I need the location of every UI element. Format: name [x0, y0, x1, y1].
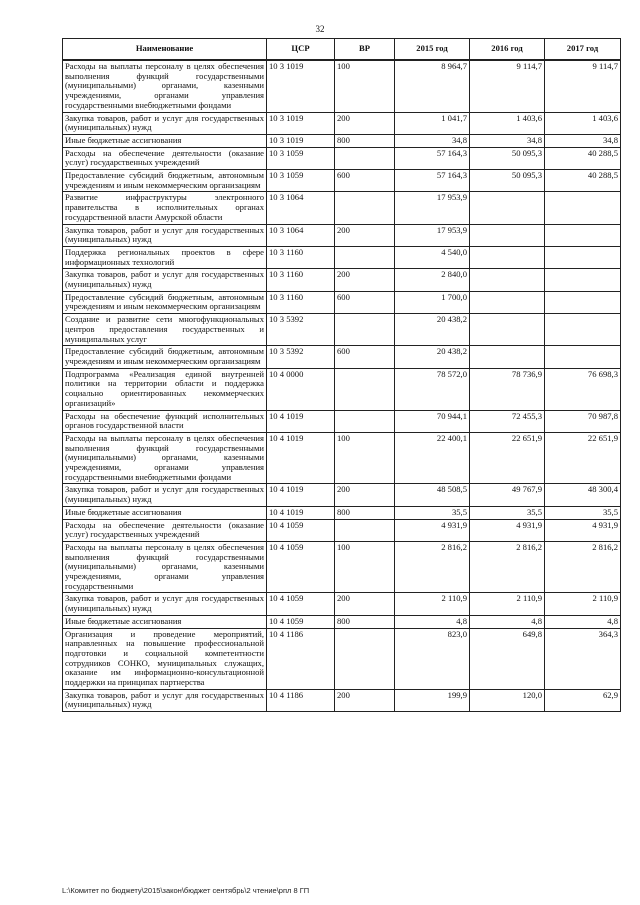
cell-vr: 600 — [335, 346, 395, 368]
cell-y2017: 70 987,8 — [545, 410, 621, 432]
cell-vr: 800 — [335, 615, 395, 628]
cell-y2016 — [470, 192, 545, 224]
cell-name: Закупка товаров, работ и услуг для государственных (муниципальных) нужд — [63, 224, 267, 246]
cell-csr: 10 4 1059 — [267, 593, 335, 615]
cell-name: Расходы на обеспечение функций исполнительных органов государственной власти — [63, 410, 267, 432]
table-row — [63, 628, 621, 689]
cell-name: Иные бюджетные ассигнования — [63, 506, 267, 519]
cell-y2016: 50 095,3 — [470, 170, 545, 192]
table-row — [63, 60, 621, 112]
footer-file-path: L:\Комитет по бюджету\2015\закон\бюджет сентябрь\2 чтение\рпл 8 ГП — [62, 886, 310, 895]
cell-y2016: 2 110,9 — [470, 593, 545, 615]
budget-table — [62, 38, 621, 712]
cell-vr: 800 — [335, 506, 395, 519]
cell-vr — [335, 628, 395, 689]
table-header-row — [63, 39, 621, 61]
table-row — [63, 291, 621, 313]
cell-name: Предоставление субсидий бюджетным, автономным учреждениям и иным некоммерческим организациям — [63, 346, 267, 368]
cell-name: Расходы на выплаты персоналу в целях обеспечения выполнения функций государственными (муниципальными) органами, казенными учреждениями, органами управления государственными — [63, 541, 267, 593]
cell-y2015: 78 572,0 — [395, 368, 470, 410]
cell-y2016: 34,8 — [470, 134, 545, 147]
cell-y2015: 48 508,5 — [395, 484, 470, 506]
cell-csr: 10 3 1059 — [267, 170, 335, 192]
cell-csr: 10 4 1059 — [267, 541, 335, 593]
cell-y2017 — [545, 314, 621, 346]
header-vr: ВР — [335, 39, 395, 61]
cell-vr: 200 — [335, 112, 395, 134]
cell-y2017: 9 114,7 — [545, 60, 621, 112]
cell-vr — [335, 368, 395, 410]
cell-y2015: 4 931,9 — [395, 519, 470, 541]
cell-name: Поддержка региональных проектов в сфере информационных технологий — [63, 246, 267, 268]
table-row — [63, 541, 621, 593]
cell-y2016: 4 931,9 — [470, 519, 545, 541]
cell-csr: 10 3 1059 — [267, 147, 335, 169]
cell-y2016: 72 455,3 — [470, 410, 545, 432]
cell-vr: 200 — [335, 484, 395, 506]
cell-csr: 10 4 1019 — [267, 506, 335, 519]
header-2017: 2017 год — [545, 39, 621, 61]
cell-csr: 10 3 1064 — [267, 224, 335, 246]
cell-y2017 — [545, 346, 621, 368]
cell-y2016 — [470, 346, 545, 368]
cell-y2017 — [545, 246, 621, 268]
cell-y2017: 40 288,5 — [545, 170, 621, 192]
cell-y2015: 4,8 — [395, 615, 470, 628]
cell-y2016: 649,8 — [470, 628, 545, 689]
cell-y2017: 48 300,4 — [545, 484, 621, 506]
cell-csr: 10 3 1019 — [267, 134, 335, 147]
table-row — [63, 432, 621, 484]
cell-csr: 10 3 5392 — [267, 346, 335, 368]
cell-y2017 — [545, 192, 621, 224]
cell-y2017: 35,5 — [545, 506, 621, 519]
page-number: 32 — [315, 24, 325, 34]
cell-y2015: 199,9 — [395, 689, 470, 711]
cell-y2017 — [545, 224, 621, 246]
cell-y2016: 2 816,2 — [470, 541, 545, 593]
header-csr: ЦСР — [267, 39, 335, 61]
table-row — [63, 224, 621, 246]
cell-y2017: 40 288,5 — [545, 147, 621, 169]
cell-csr: 10 4 1186 — [267, 628, 335, 689]
cell-name: Закупка товаров, работ и услуг для государственных (муниципальных) нужд — [63, 112, 267, 134]
cell-csr: 10 4 1059 — [267, 519, 335, 541]
cell-y2017: 22 651,9 — [545, 432, 621, 484]
cell-y2016 — [470, 224, 545, 246]
cell-name: Расходы на выплаты персоналу в целях обеспечения выполнения функций государственными (муниципальными) органами, казенными учреждениями, органами управления государственными внебюджетными фондами — [63, 60, 267, 112]
cell-y2016: 78 736,9 — [470, 368, 545, 410]
cell-csr: 10 3 1160 — [267, 246, 335, 268]
cell-y2016 — [470, 291, 545, 313]
cell-y2015: 57 164,3 — [395, 147, 470, 169]
cell-vr: 100 — [335, 60, 395, 112]
cell-name: Расходы на обеспечение деятельности (оказание услуг) государственных учреждений — [63, 519, 267, 541]
cell-name: Расходы на обеспечение деятельности (оказание услуг) государственных учреждений — [63, 147, 267, 169]
table-row — [63, 593, 621, 615]
cell-y2015: 17 953,9 — [395, 192, 470, 224]
cell-y2015: 2 110,9 — [395, 593, 470, 615]
cell-y2015: 4 540,0 — [395, 246, 470, 268]
header-2015: 2015 год — [395, 39, 470, 61]
cell-vr: 600 — [335, 291, 395, 313]
cell-y2015: 17 953,9 — [395, 224, 470, 246]
table-row — [63, 192, 621, 224]
table-row — [63, 246, 621, 268]
cell-y2016 — [470, 314, 545, 346]
cell-y2015: 2 816,2 — [395, 541, 470, 593]
cell-y2017: 4,8 — [545, 615, 621, 628]
cell-name: Предоставление субсидий бюджетным, автономным учреждениям и иным некоммерческим организациям — [63, 170, 267, 192]
cell-name: Подпрограмма «Реализация единой внутренней политики на территории области и поддержка социально ориентированных некоммерческих организаций» — [63, 368, 267, 410]
cell-vr — [335, 147, 395, 169]
cell-y2015: 70 944,1 — [395, 410, 470, 432]
cell-y2017: 364,3 — [545, 628, 621, 689]
cell-y2015: 35,5 — [395, 506, 470, 519]
cell-name: Создание и развитие сети многофункциональных центров предоставления государственных и муниципальных услуг — [63, 314, 267, 346]
cell-vr: 100 — [335, 432, 395, 484]
table-row — [63, 346, 621, 368]
table-row — [63, 689, 621, 711]
table-row — [63, 519, 621, 541]
cell-name: Развитие инфраструктуры электронного правительства в исполнительных органах государственной власти Амурской области — [63, 192, 267, 224]
cell-vr: 600 — [335, 170, 395, 192]
cell-name: Закупка товаров, работ и услуг для государственных (муниципальных) нужд — [63, 269, 267, 291]
cell-y2016 — [470, 246, 545, 268]
header-name: Наименование — [63, 39, 267, 61]
cell-csr: 10 3 1160 — [267, 269, 335, 291]
cell-y2015: 34,8 — [395, 134, 470, 147]
cell-y2015: 20 438,2 — [395, 314, 470, 346]
cell-y2017 — [545, 269, 621, 291]
cell-vr — [335, 519, 395, 541]
cell-name: Закупка товаров, работ и услуг для государственных (муниципальных) нужд — [63, 593, 267, 615]
table-row — [63, 506, 621, 519]
cell-vr: 200 — [335, 269, 395, 291]
cell-csr: 10 3 1064 — [267, 192, 335, 224]
cell-csr: 10 3 1019 — [267, 112, 335, 134]
cell-y2016 — [470, 269, 545, 291]
cell-vr — [335, 314, 395, 346]
cell-y2017: 4 931,9 — [545, 519, 621, 541]
cell-y2015: 1 700,0 — [395, 291, 470, 313]
table-row — [63, 170, 621, 192]
cell-y2016: 1 403,6 — [470, 112, 545, 134]
cell-name: Иные бюджетные ассигнования — [63, 134, 267, 147]
cell-y2015: 1 041,7 — [395, 112, 470, 134]
cell-y2015: 8 964,7 — [395, 60, 470, 112]
cell-name: Закупка товаров, работ и услуг для государственных (муниципальных) нужд — [63, 484, 267, 506]
cell-y2017 — [545, 291, 621, 313]
cell-vr: 800 — [335, 134, 395, 147]
cell-csr: 10 4 1019 — [267, 484, 335, 506]
cell-vr: 200 — [335, 593, 395, 615]
cell-y2017: 34,8 — [545, 134, 621, 147]
cell-vr: 200 — [335, 224, 395, 246]
table-row — [63, 112, 621, 134]
cell-name: Расходы на выплаты персоналу в целях обеспечения выполнения функций государственными (муниципальными) органами, казенными учреждениями, органами управления государственными внебюджетными фондами — [63, 432, 267, 484]
cell-vr: 100 — [335, 541, 395, 593]
cell-y2016: 4,8 — [470, 615, 545, 628]
cell-y2016: 120,0 — [470, 689, 545, 711]
table-row — [63, 484, 621, 506]
cell-csr: 10 4 1186 — [267, 689, 335, 711]
table-row — [63, 269, 621, 291]
cell-y2016: 50 095,3 — [470, 147, 545, 169]
table-row — [63, 147, 621, 169]
cell-name: Организация и проведение мероприятий, направленных на повышение профессиональной подготовки и социальной компетентности сотрудников СОНКО, муниципальных служащих, оказание им информационно-консультационной поддержки на принципах партнерства — [63, 628, 267, 689]
cell-name: Закупка товаров, работ и услуг для государственных (муниципальных) нужд — [63, 689, 267, 711]
cell-y2015: 57 164,3 — [395, 170, 470, 192]
cell-csr: 10 4 1019 — [267, 410, 335, 432]
cell-name: Предоставление субсидий бюджетным, автономным учреждениям и иным некоммерческим организациям — [63, 291, 267, 313]
table-row — [63, 134, 621, 147]
cell-vr — [335, 410, 395, 432]
cell-vr — [335, 192, 395, 224]
table-row — [63, 314, 621, 346]
cell-name: Иные бюджетные ассигнования — [63, 615, 267, 628]
table-row — [63, 368, 621, 410]
cell-csr: 10 4 0000 — [267, 368, 335, 410]
cell-y2017: 62,9 — [545, 689, 621, 711]
cell-y2017: 1 403,6 — [545, 112, 621, 134]
cell-y2017: 2 816,2 — [545, 541, 621, 593]
cell-y2015: 2 840,0 — [395, 269, 470, 291]
cell-vr: 200 — [335, 689, 395, 711]
cell-y2015: 823,0 — [395, 628, 470, 689]
cell-csr: 10 4 1059 — [267, 615, 335, 628]
table-row — [63, 615, 621, 628]
cell-y2016: 35,5 — [470, 506, 545, 519]
cell-vr — [335, 246, 395, 268]
cell-csr: 10 3 5392 — [267, 314, 335, 346]
cell-y2017: 76 698,3 — [545, 368, 621, 410]
cell-y2017: 2 110,9 — [545, 593, 621, 615]
cell-y2016: 22 651,9 — [470, 432, 545, 484]
header-2016: 2016 год — [470, 39, 545, 61]
cell-y2015: 20 438,2 — [395, 346, 470, 368]
cell-y2015: 22 400,1 — [395, 432, 470, 484]
cell-csr: 10 3 1019 — [267, 60, 335, 112]
cell-y2016: 49 767,9 — [470, 484, 545, 506]
table-row — [63, 410, 621, 432]
cell-csr: 10 3 1160 — [267, 291, 335, 313]
cell-y2016: 9 114,7 — [470, 60, 545, 112]
cell-csr: 10 4 1019 — [267, 432, 335, 484]
